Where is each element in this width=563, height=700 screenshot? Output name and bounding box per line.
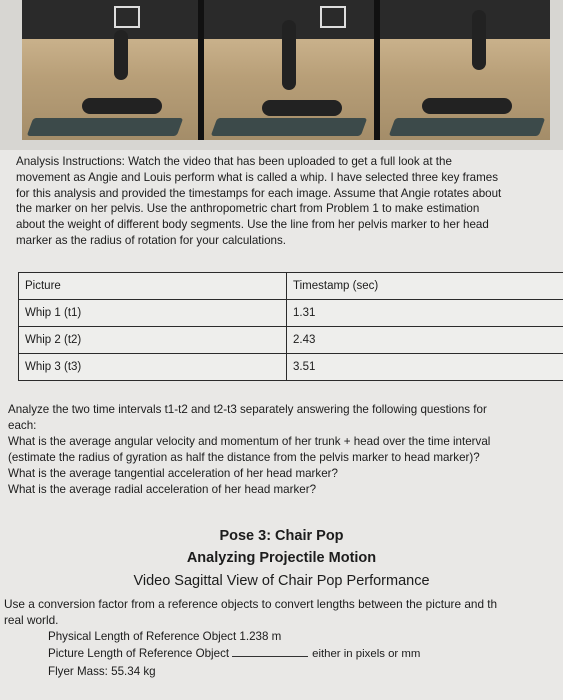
flyer-mass: Flyer Mass: 55.34 kg [48,665,156,678]
section-subtitle: Analyzing Projectile Motion [186,550,377,566]
question-line: What is the average tangential acceleration of her head marker? [8,467,338,480]
frame-divider [374,0,380,140]
instruction-line: movement as Angie and Louis perform what is called a whip. I have selected three key frames [16,170,499,184]
basketball-hoop-icon [114,6,140,28]
video-frames-image [0,0,563,150]
table-cell: 3.51 [287,354,563,381]
measurements [48,628,420,680]
instruction-line: Analysis Instructions: Watch the video that has been uploaded to get a full look at the [16,155,452,168]
performer-figure [114,30,128,80]
instruction-line: the marker on her pelvis. Use the anthropometric chart from Problem 1 to make estimation [16,202,480,216]
conversion-instructions [4,596,563,628]
physical-length: Physical Length of Reference Object 1.238 m [48,630,282,643]
question-line: What is the average angular velocity and momentum of her trunk + head over the time interval [8,435,491,448]
timestamp-table [18,272,563,381]
mat [211,118,368,136]
performer-figure [262,100,342,116]
table-cell: Whip 3 (t3) [19,354,287,381]
performer-figure [282,20,296,90]
performer-figure [472,10,486,70]
instruction-line: about the weight of different body segments. Use the line from her pelvis marker to her head [16,218,489,232]
frames-photo [22,0,550,140]
question-line: What is the average radial acceleration of her head marker? [8,483,317,496]
section-title: Pose 3: Chair Pop [219,528,344,544]
analysis-questions [8,402,556,498]
table-cell: Whip 1 (t1) [19,300,287,327]
conversion-line: Use a conversion factor from a reference objects to convert lengths between the picture and th [4,597,498,611]
question-line: Analyze the two time intervals t1-t2 and t2-t3 separately answering the following questions for [8,403,487,416]
column-header: Picture [19,273,287,300]
performer-figure [82,98,162,114]
picture-length-unit-note: either in pixels or mm [312,648,421,660]
column-header: Timestamp (sec) [287,273,563,300]
question-line: each: [8,419,37,432]
mat [389,118,546,136]
table-cell: 2.43 [287,327,563,354]
question-line: (estimate the radius of gyration as half the distance from the pelvis marker to head marker)? [8,451,480,464]
instruction-line: marker as the radius of rotation for your calculations. [16,233,287,247]
picture-length-blank[interactable] [232,656,308,657]
instruction-line: for this analysis and provided the timestamps for each image. Assume that Angie rotates about [16,186,502,200]
conversion-line: real world. [4,613,59,627]
table-cell: 1.31 [287,300,563,327]
table-row [19,327,563,354]
picture-length-line [48,645,420,663]
picture-length-label: Picture Length of Reference Object [48,647,230,660]
performer-figure [422,98,512,114]
frame-divider [198,0,204,140]
basketball-hoop-icon [320,6,346,28]
video-caption: Video Sagittal View of Chair Pop Performance [133,573,430,589]
analysis-instructions [16,154,558,249]
table-header-row [19,273,563,300]
table-cell: Whip 2 (t2) [19,327,287,354]
mat [27,118,184,136]
table-row [19,354,563,381]
table-row [19,300,563,327]
